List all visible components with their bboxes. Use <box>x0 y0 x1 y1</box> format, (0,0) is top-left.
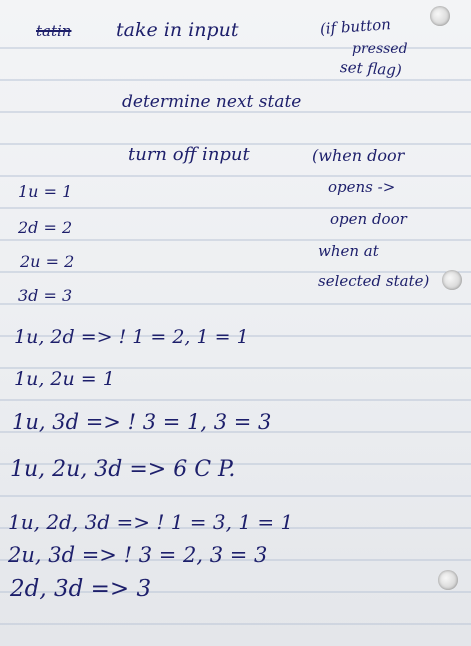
combo-row: 1u, 2d, 3d => ! 1 = 3, 1 = 1 <box>8 510 294 534</box>
punch-hole-middle <box>442 270 462 290</box>
step-3-text: turn off input <box>128 144 250 165</box>
side-note-line-1: (when door <box>312 146 405 165</box>
combo-row: 1u, 2u, 3d => 6 C P. <box>10 457 236 482</box>
combo-row: 1u, 2d => ! 1 = 2, 1 = 1 <box>14 326 249 348</box>
step-2-text: determine next state <box>122 92 302 112</box>
aside-line-2: pressed <box>352 41 408 57</box>
side-note-line-2: opens -> <box>328 178 396 196</box>
combo-row: 2u, 3d => ! 3 = 2, 3 = 3 <box>8 543 268 567</box>
punch-hole-bottom <box>438 570 458 590</box>
aside-line-3: set flag) <box>339 58 403 80</box>
crossed-out-word: tatin <box>36 22 72 40</box>
side-note-line-4: when at <box>318 242 379 260</box>
side-note-line-5: selected state) <box>318 272 430 290</box>
side-note-line-3: open door <box>330 210 407 228</box>
mapping-3d: 3d = 3 <box>18 286 73 305</box>
combo-row: 1u, 3d => ! 3 = 1, 3 = 3 <box>12 410 272 434</box>
combo-row: 2d, 3d => 3 <box>10 576 152 602</box>
combo-row: 1u, 2u = 1 <box>14 368 115 390</box>
mapping-2u: 2u = 2 <box>20 252 75 271</box>
step-1-text: take in input <box>116 19 239 41</box>
punch-hole-top <box>430 6 450 26</box>
mapping-1u: 1u = 1 <box>18 182 73 201</box>
mapping-2d: 2d = 2 <box>18 218 73 237</box>
aside-line-1: (if button <box>319 15 392 38</box>
